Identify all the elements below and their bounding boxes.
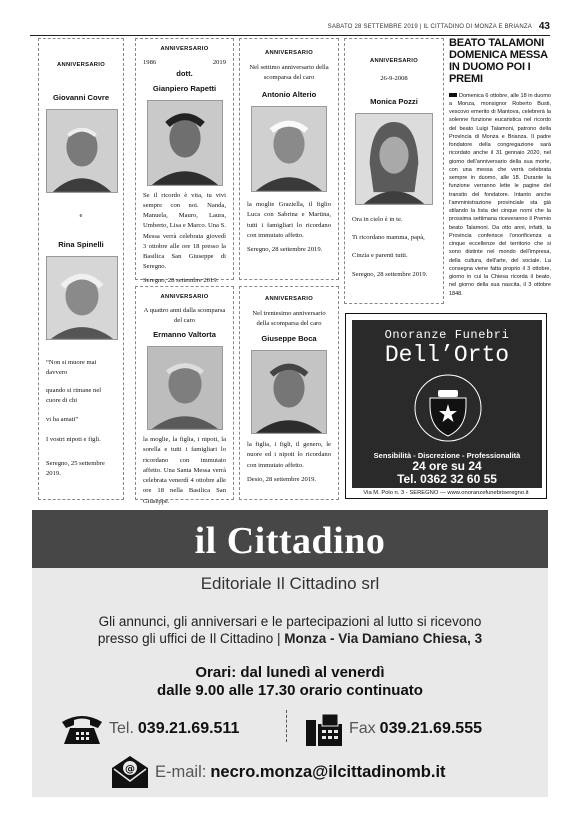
portrait-photo (147, 100, 223, 186)
card-name: Giuseppe Boca (261, 334, 317, 344)
ad-hours: 24 ore su 24 (412, 459, 482, 473)
portrait-photo (251, 350, 327, 434)
card-intro: Nel settimo anniversario della scomparsa del caro (249, 63, 329, 82)
banner-logo: il Cittadino (194, 520, 386, 562)
portrait-photo (355, 113, 433, 205)
phone-label: Tel. (109, 720, 134, 737)
card-line-3: Cinzia e parenti tutti. (352, 252, 408, 260)
portrait-photo-2 (46, 256, 118, 340)
portrait-photo (147, 346, 223, 430)
card-text: Se il ricordo è vita, tu vivi sempre con noi. Nanda, Manuela, Mauro, Laura, Umberto, Lisa e Marco. Una S. Messa verrà celebrata giovedì 3 ottobre alle ore 18 presso la Basilica San Giuseppe di Seregno. (143, 191, 226, 271)
banner-phone (60, 712, 239, 746)
card-kicker: ANNIVERSARIO (264, 296, 314, 302)
card-signature: Seregno, 28 settembre 2019. (352, 270, 428, 278)
ad-website: www.onoranzefunebriseregno.it (447, 490, 529, 496)
ad-address-street: Via M. Polo n. 3 - SEREGNO (363, 490, 439, 496)
obituary-card-covre (38, 38, 124, 500)
page-header (30, 22, 550, 36)
article-headline: BEATO TALAMONI DOMENICA MESSA IN DUOMO POI I PREMI (449, 37, 548, 85)
banner-info (32, 613, 548, 648)
card-name: Giovanni Covre (52, 92, 110, 102)
obituary-card-boca (239, 286, 339, 500)
fax-machine-icon (304, 712, 344, 746)
card-name: Ermanno Valtorta (153, 330, 216, 340)
banner-fax (304, 712, 482, 746)
publisher-banner (32, 510, 548, 797)
obituary-card-pozzi (344, 38, 444, 304)
contact-divider (286, 710, 287, 742)
svg-text:@: @ (125, 764, 135, 775)
email-label: E-mail: (155, 762, 207, 781)
ad-address: Via M. Polo n. 3 - SEREGNO — www.onoranzefunebriseregno.it (363, 490, 529, 496)
banner-info-address: Monza - Via Damiano Chiesa, 3 (284, 631, 483, 647)
banner-info-line-1: Gli annunci, gli anniversari e le partecipazioni al lutto si ricevono (98, 614, 482, 629)
card-signature: Seregno, 28 settembre 2019. (143, 277, 219, 285)
portrait-photo (251, 106, 327, 192)
card-quote-line-1: “Non si muore mai davvero (46, 358, 97, 376)
ad-line-1: Onoranze Funebri (384, 328, 510, 342)
header-date-line: SABATO 28 SETTEMBRE 2019 | IL CITTADINO DI MONZA E BRIANZA (327, 24, 532, 30)
portrait-photo (46, 109, 118, 193)
ad-emblem-icon (412, 372, 484, 444)
card-intro: Nel trentesimo anniversario della scomparsa del caro (252, 309, 326, 328)
obituary-card-valtorta (135, 286, 234, 505)
card-conjunction: e (79, 211, 83, 219)
card-intro: A quattro anni dalla scomparsa del caro (143, 306, 226, 325)
email-envelope-icon (110, 754, 150, 790)
card-kicker: ANNIVERSARIO (264, 50, 314, 56)
obituary-card-rapetti (135, 38, 234, 285)
banner-info-line-2 (32, 630, 548, 647)
card-title: dott. (176, 69, 193, 79)
card-kicker: ANNIVERSARIO (160, 294, 209, 300)
card-line-2: Ti ricordano mamma, papà, (352, 234, 425, 242)
ad-tagline: Sensibilità - Discrezione - Professionalità (373, 451, 521, 460)
banner-hours-time: dalle 9.00 alle 17.30 orario continuato (157, 682, 423, 699)
card-signature: Seregno, 28 settembre 2019. (247, 246, 323, 254)
card-name: Antonio Alterio (261, 90, 317, 100)
article-body-wrap (449, 92, 551, 298)
card-year-to: 2019 (212, 58, 226, 66)
article-body: Domenica 6 ottobre, alle 18 in duomo a Monza, monsignor Roberto Busti, vescovo emerito di Mantova, celebrerà la solenne funzione eucaristica nel ricordo del beato Luigi Talamoni, patrono della Provincia di Monza e Brianza. Il padre fondatore della congregazione sarà ricordato anche il 31 gennaio 2020, nel giorno dell’anniversario della sua morte, con una messa che verrà celebrata sempre in duomo, alle 18. Durante la funzione verranno lette le pagine del transito del fondatore. Intanto anche l’amministrazione provinciale sta già stilando la lista dei cinque nomi che la prossima settimana riceveranno il Premio beato Talamoni. Da otto anni, infatti, la Provincia conferisce l’onorificenza a cinque eccellenze del territorio che si sono distinte nel mondo dell’impresa, della cultura, dell’arte, del sociale. La consegna viene fatta proprio il 3 ottobre, giorno in cui la Chiesa ricorda il beato, nel giorno della sua nascita, il 3 ottobre 1848. (449, 92, 551, 297)
banner-hours-days: Orari: dal lunedì al venerdì (195, 664, 385, 681)
card-signature: Seregno, 25 settembre 2019. (46, 460, 105, 478)
paragraph-marker (449, 93, 457, 97)
banner-subtitle: Editoriale Il Cittadino srl (200, 574, 380, 593)
ad-dark-panel (352, 320, 542, 448)
funeral-home-ad (345, 313, 547, 499)
card-kicker: ANNIVERSARIO (160, 46, 209, 52)
card-year-from: 1986 (143, 58, 157, 66)
card-family: I vostri nipoti e figli. (46, 435, 101, 443)
card-signature: Desio, 28 settembre 2019. (247, 475, 317, 483)
card-name-2: Rina Spinelli (58, 239, 104, 249)
banner-info-office: presso gli uffici de Il Cittadino | (97, 631, 285, 647)
obituary-card-alterio (239, 38, 339, 280)
card-text: la moglie, la figlia, i nipoti, la sorella e tutti i famigliari lo ricordano con immutato affetto. Una Santa Messa verrà celebrata venerdì 4 ottobre alle ore 18 nella Basilica San Giuseppe. (143, 436, 226, 505)
page-number: 43 (538, 21, 550, 32)
ad-phone: Tel. 0362 32 60 55 (397, 472, 497, 486)
card-date: 26-9-2008 (380, 74, 408, 82)
card-text: la moglie Graziella, il figlio Luca con Sabrina e Martina, tutti i famigliari lo ricordano con immutato affetto. (247, 201, 331, 239)
card-name: Monica Pozzi (370, 97, 418, 107)
email-address[interactable]: necro.monza@ilcittadinomb.it (210, 762, 446, 781)
fax-number: 039.21.69.555 (379, 720, 482, 737)
news-article (449, 38, 551, 298)
ad-line-2: Dell’Orto (384, 342, 510, 368)
fax-label: Fax (349, 720, 376, 737)
card-kicker: ANNIVERSARIO (56, 62, 106, 68)
card-line-1: Ora in cielo è in te. (352, 215, 403, 223)
banner-email (110, 754, 446, 790)
phone-number: 039.21.69.511 (137, 720, 240, 737)
card-name: Gianpiero Rapetti (152, 83, 217, 93)
telephone-icon (60, 712, 104, 746)
card-quote-line-3: vi ha amati” (46, 415, 79, 423)
card-quote-line-2: quando si rimane nel cuore di chi (46, 387, 102, 405)
card-kicker: ANNIVERSARIO (369, 58, 419, 64)
card-text: la figlia, i figli, il genero, le nuore ed i nipoti lo ricordano con immutato affetto. (247, 441, 331, 469)
